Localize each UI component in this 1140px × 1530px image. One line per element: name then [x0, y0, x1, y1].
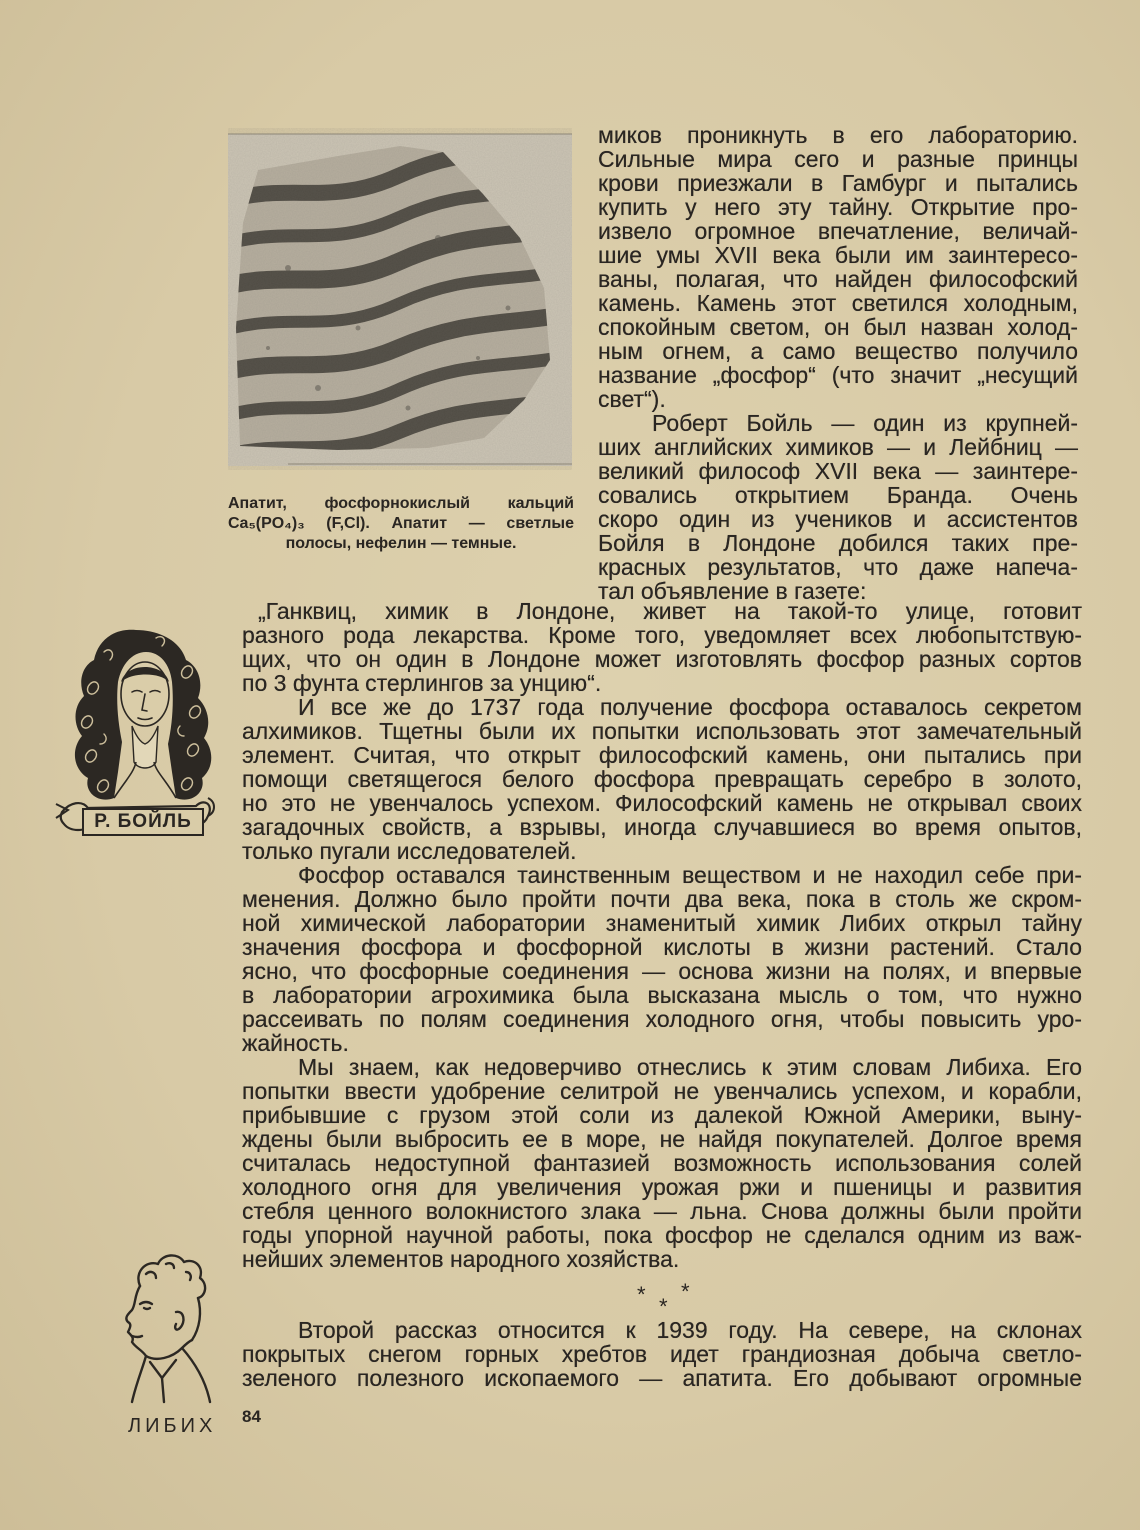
text-line: менения. Должно было пройти почти два века, пока в столь же скром- [242, 886, 1082, 912]
text-line: И все же до 1737 года получение фосфора оставалось секретом [298, 694, 1082, 720]
text-line: щих, что он один в Лондоне может изготовлять фосфор разных сортов [242, 646, 1082, 672]
text-line: значения фосфора и фосфорной кислоты в жизни растений. Стало [242, 934, 1082, 960]
text-line: Роберт Бойль — один из крупней- [652, 410, 1078, 436]
text-line: миков проникнуть в его лабораторию. [598, 122, 1078, 148]
text-line: разного рода лекарства. Кроме того, уведомляет всех любопытствую- [242, 622, 1082, 648]
boyle-face [121, 662, 169, 726]
text-line: ждены были выбросить ее в море, не найдя покупателей. Долгое время [242, 1126, 1082, 1152]
text-line: годы упорной научной работы, пока фосфор не сделался одним из важ- [242, 1222, 1082, 1248]
text-line: Второй рассказ относится к 1939 году. На севере, на склонах [298, 1317, 1082, 1343]
text-line: ным огнем, а само вещество получило [598, 338, 1078, 364]
caption-line: полосы, нефелин — темные. [285, 535, 517, 552]
liebig-sketch [106, 1252, 216, 1408]
text-line: попытки ввести удобрение селитрой не увенчались успехом, и корабли, [242, 1078, 1082, 1104]
text-line: в лаборатории агрохимика была высказана мысль о том, что нужно [242, 982, 1082, 1008]
text-line: купить у него эту тайну. Открытие про- [598, 194, 1078, 220]
paragraph [242, 1055, 1082, 1271]
text-line: стебля ценного волокнистого злака — льна. Снова должны были пройти [242, 1198, 1082, 1224]
text-line: алхимиков. Тщетны были их попытки использовать этот замечательный [242, 718, 1082, 744]
text-line: по 3 фунта стерлингов за унцию“. [242, 670, 602, 696]
text-line: название „фосфор“ (что значит „несущий [598, 362, 1078, 388]
text-line: Фосфор оставался таинственным веществом и не находил себе при- [298, 862, 1082, 888]
right-column-text [598, 123, 1078, 603]
text-line: Бойля в Лондоне добился таких пре- [598, 530, 1078, 556]
text-line: элемент. Считая, что открыт философский камень, они пытались при [242, 742, 1082, 768]
text-line: тал объявление в газете: [598, 578, 867, 604]
text-line: загадочных свойств, а взрывы, иногда случавшиеся во время опытов, [242, 814, 1082, 840]
liebig-portrait [106, 1252, 216, 1408]
separator-star: * [637, 1282, 646, 1307]
text-line: спокойным светом, он был назван холод- [598, 314, 1078, 340]
caption-line: Апатит, фосфорнокислый кальций [228, 495, 574, 512]
text-line: помощи светящегося белого фосфора превращать серебро в золото, [242, 766, 1082, 792]
closing-paragraph [242, 1318, 1082, 1390]
text-line: совались открытием Бранда. Очень [598, 482, 1078, 508]
text-line: скоро один из учеников и ассистентов [598, 506, 1078, 532]
apatite-rock-image [228, 128, 572, 470]
text-line: жайность. [242, 1030, 349, 1056]
text-line: но это не увенчалось успехом. Философский камень не открывал своих [242, 790, 1082, 816]
text-line: камень. Камень этот светился холодным, [598, 290, 1078, 316]
paragraph [598, 123, 1078, 411]
text-line: нейших элементов народного хозяйства. [242, 1246, 680, 1272]
text-line: холодного огня для увеличения урожая ржи и пшеницы и развития [242, 1174, 1082, 1200]
paragraph [242, 863, 1082, 1055]
text-line: „Ганквиц, химик в Лондоне, живет на такой-то улице, готовит [258, 598, 1082, 624]
figure-caption [228, 494, 574, 554]
text-line: рассеивать по полям соединения холодного огня, чтобы повысить уро- [242, 1006, 1082, 1032]
text-line: извело огромное впечатление, величай- [598, 218, 1078, 244]
boyle-label: Р. БОЙЛЬ [82, 808, 204, 836]
page-number: 84 [242, 1407, 261, 1426]
text-line: Мы знаем, как недоверчиво отнеслись к этим словам Либиха. Его [298, 1054, 1082, 1080]
text-line: только пугали исследователей. [242, 838, 577, 864]
body-text [242, 599, 1082, 1271]
text-line: Сильные мира сего и разные принцы [598, 146, 1078, 172]
text-line: ваны, полагая, что найден философский [598, 266, 1078, 292]
paragraph [242, 695, 1082, 863]
text-line: шие умы XVII века были им заинтересо- [598, 242, 1078, 268]
paragraph [598, 411, 1078, 603]
text-line: прибывшие с грузом этой соли из далекой Южной Америки, выну- [242, 1102, 1082, 1128]
quote-paragraph [242, 599, 1082, 695]
separator-star: * [681, 1279, 690, 1304]
text-line: крови приезжали в Гамбург и пытались [598, 170, 1078, 196]
apatite-photo [228, 128, 572, 470]
text-line: считалась недоступной фантазией возможность использования солей [242, 1150, 1082, 1176]
liebig-label: ЛИБИХ [128, 1415, 217, 1437]
text-line: покрытых снегом горных хребтов идет грандиозная добыча светло- [242, 1341, 1082, 1367]
text-line: зеленого полезного ископаемого — апатита. Его добывают огромные [242, 1365, 1082, 1391]
text-line: ших английских химиков — и Лейбниц — [598, 434, 1078, 460]
text-line: ной химической лаборатории знаменитый химик Либих открыл тайну [242, 910, 1082, 936]
text-line: красных результатов, что даже напеча- [598, 554, 1078, 580]
text-line: свет“). [598, 386, 666, 412]
separator-star: * [659, 1294, 668, 1319]
caption-line: Ca₅(PO₄)₃ (F,Cl). Апатит — светлые [228, 515, 574, 532]
section-separator [628, 1276, 708, 1319]
text-line: ясно, что фосфорные соединения — основа жизни на полях, и впервые [242, 958, 1082, 984]
text-line: великий философ XVII века — заинтере- [598, 458, 1078, 484]
